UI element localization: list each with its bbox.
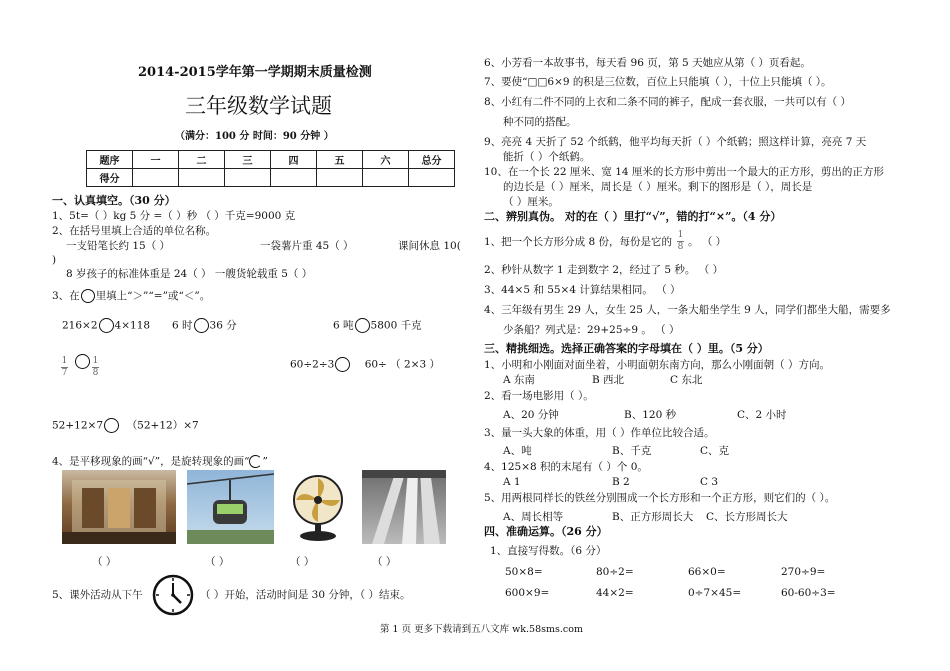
question-1-2: 2、在括号里填上合适的单位名称。 (52, 225, 217, 237)
score-cell[interactable] (271, 169, 317, 187)
score-cell[interactable] (409, 169, 455, 187)
score-header-cell: 四 (271, 151, 317, 169)
score-header-cell: 六 (363, 151, 409, 169)
question-1-6: 6、小芳看一本故事书，每天看 96 页，第 5 天她应从第（ ）页看起。 (484, 57, 811, 69)
question-1-8-cont: 种不同的搭配。 (503, 116, 577, 128)
compare-circle[interactable] (75, 354, 90, 369)
escalator-photo (362, 470, 446, 544)
compare-5 (290, 357, 440, 372)
compare-right: 4×118 (114, 319, 151, 332)
fraction-one-seventh (61, 357, 68, 378)
section-4-title: 四、准确运算。（26 分） (484, 525, 608, 538)
fan-icon (285, 470, 351, 544)
compare-6 (52, 418, 199, 433)
revolving-door-photo (62, 470, 176, 544)
compare-2 (172, 318, 237, 333)
score-header-cell: 二 (179, 151, 225, 169)
q3-prefix: 3、在 (52, 290, 80, 302)
fraction-denominator: 8 (677, 242, 684, 252)
fraction-one-eighth (92, 357, 99, 378)
calc-item: 60-60÷3= (781, 587, 836, 599)
cable-car-icon (187, 470, 274, 544)
question-1-7: 7、要使“□□6×9 的积是三位数，百位上只能填（ ），十位上只能填（ ）。 (484, 76, 832, 88)
score-cell[interactable] (317, 169, 363, 187)
question-1-10-cont1: 的边长是（ ）厘米，周长是（ ）厘米。剩下的图形是（ ），周长是 (503, 181, 813, 193)
calc-item: 50×8= (505, 566, 543, 578)
escalator-icon (362, 470, 446, 544)
compare-right: 36 分 (209, 319, 237, 332)
score-table-header-row (87, 151, 455, 169)
option-c: C、克 (700, 445, 730, 457)
fraction-one-eighth-2 (677, 231, 684, 252)
fraction-numerator: 1 (61, 356, 68, 366)
picture-answer-3[interactable]: （ ） (290, 556, 315, 568)
score-row-label: 得分 (87, 169, 133, 187)
question-2-1 (484, 236, 672, 248)
circle-blank-icon (81, 289, 95, 303)
calc-item: 600×9= (505, 587, 550, 599)
section-1-title: 一、认真填空。（30 分） (52, 194, 176, 207)
calc-item: 66×0= (688, 566, 726, 578)
picture-answer-1[interactable]: （ ） (92, 556, 117, 568)
compare-circle[interactable] (99, 318, 114, 333)
clock-icon (151, 573, 195, 617)
question-1-2d: ) (52, 254, 57, 266)
question-3-5: 5、用两根同样长的铁丝分别围成一个长方形和一个正方形，则它们的（ ）。 (484, 492, 836, 504)
section-2-title: 二、辨别真伪。 对的在（ ）里打“√”，错的打“×”。（4 分） (484, 210, 782, 223)
compare-left: 6 时 (172, 319, 193, 332)
option-b: B 2 (612, 476, 630, 488)
compare-circle[interactable] (355, 318, 370, 333)
option-c: C、长方形周长大 (706, 511, 788, 523)
question-1-4 (52, 455, 268, 468)
compare-right: （52+12）×7 (126, 419, 199, 432)
calc-item: 0÷7×45= (688, 587, 742, 599)
question-1-10: 10、在一个长 22 厘米、宽 14 厘米的长方形中剪出一个最大的正方形，剪出的正方形 (484, 166, 884, 178)
compare-right: 60÷ （ 2×3 ） (364, 358, 441, 371)
question-1-2b: 一袋薯片重 45（ ） (260, 240, 354, 252)
compare-circle[interactable] (194, 318, 209, 333)
q3-suffix: 里填上“＞”“=”或“＜”。 (95, 290, 211, 302)
score-cell[interactable] (363, 169, 409, 187)
score-cell[interactable] (179, 169, 225, 187)
subject-title: 三年级数学试题 (185, 94, 332, 118)
option-c: C 3 (700, 476, 719, 488)
question-1-3 (52, 289, 210, 303)
option-c: C 东北 (670, 374, 703, 386)
compare-circle[interactable] (104, 418, 119, 433)
option-a: A、吨 (503, 445, 532, 457)
score-header-cell: 题序 (87, 151, 133, 169)
option-a: A 东南 (503, 374, 535, 386)
cable-car-photo (187, 470, 274, 544)
score-cell[interactable] (225, 169, 271, 187)
compare-circle[interactable] (335, 357, 350, 372)
question-2-2: 2、秒针从数字 1 走到数字 2，经过了 5 秒。 （ ） (484, 264, 724, 276)
question-2-4: 4、三年级有男生 29 人，女生 25 人，一条大船坐学生 9 人，同学们都坐大船，需要多 (484, 304, 891, 316)
question-1-1: 1、5t=（ ）kg 5 分 =（ ）秒 （ ）千克=9000 克 (52, 210, 296, 222)
calc-item: 44×2= (596, 587, 634, 599)
question-1-5-prefix: 5、课外活动从下午 (52, 589, 143, 601)
question-1-8: 8、小红有二件不同的上衣和二条不同的裤子，配成一套衣服，一共可以有（ ） (484, 96, 852, 108)
fraction-denominator: 7 (61, 368, 68, 378)
picture-answer-4[interactable]: （ ） (372, 556, 397, 568)
score-table-score-row (87, 169, 455, 187)
fraction-numerator: 1 (92, 356, 99, 366)
option-a: A、20 分钟 (503, 409, 559, 421)
question-1-9-cont: 能折（ ）个纸鹤。 (503, 151, 591, 163)
compare-left: 6 吨 (333, 319, 354, 332)
option-a: A、周长相等 (503, 511, 564, 523)
exam-title: 2014-2015学年第一学期期末质量检测 (138, 65, 372, 80)
compare-3 (333, 318, 422, 333)
fraction-numerator: 1 (677, 230, 684, 240)
question-3-2: 2、看一场电影用（ ）。 (484, 390, 594, 402)
question-2-3: 3、44×5 和 55×4 计算结果相同。 （ ） (484, 284, 681, 296)
score-header-cell: 三 (225, 151, 271, 169)
question-3-3: 3、量一头大象的体重，用（ ）作单位比较合适。 (484, 427, 715, 439)
question-2-4-cont: 少条船？列式是：29+25÷9 。 （ ） (503, 324, 680, 336)
question-1-10-cont2: （ ）厘米。 (503, 196, 559, 208)
compare-left: 60÷2÷3 (290, 358, 335, 371)
option-b: B、120 秒 (624, 409, 677, 421)
question-3-1: 1、小明和小刚面对面坐着，小明面朝东南方向，那么小刚面朝（ ）方向。 (484, 359, 831, 371)
q4-prefix: 4、是平移现象的画“√”，是旋转现象的画“ (52, 455, 250, 468)
q2-1-prefix: 1、把一个长方形分成 8 份，每份是它的 (484, 236, 673, 248)
compare-1 (62, 318, 150, 333)
section-3-title: 三、精挑细选。选择正确答案的字母填在（ ）里。（5 分） (484, 342, 769, 355)
calc-item: 270÷9= (781, 566, 826, 578)
option-b: B 西北 (592, 374, 625, 386)
question-1-2e: 8 岁孩子的标准体重是 24（ ） 一艘货轮载重 5（ ） (66, 268, 313, 280)
compare-left: 52+12×7 (52, 419, 103, 432)
score-header-cell: 一 (133, 151, 179, 169)
score-header-cell: 总分 (409, 151, 455, 169)
compare-left: 216×2 (62, 319, 98, 332)
picture-answer-2[interactable]: （ ） (205, 556, 230, 568)
rotate-symbol-icon (249, 455, 262, 468)
score-table (86, 150, 455, 187)
question-1-5: （ ）开始，活动时间是 30 分钟，（ ）结束。 (200, 589, 411, 601)
score-header-cell: 五 (317, 151, 363, 169)
page-footer: 第 1 页 更多下载请到五八文库 wk.58sms.com (380, 624, 583, 635)
q4-suffix: ” (262, 455, 268, 468)
option-c: C、2 小时 (737, 409, 787, 421)
question-4-1: 1、直接写得数。（6 分） (490, 545, 607, 557)
question-1-2c: 课间休息 10( (398, 240, 461, 252)
option-b: B、千克 (612, 445, 652, 457)
fraction-denominator: 8 (92, 368, 99, 378)
question-1-9: 9、亮亮 4 天折了 52 个纸鹤，他平均每天折（ ）个纸鹤；照这样计算，亮亮 7 天 (484, 136, 867, 148)
question-2-1-suffix: 。 （ ） (688, 236, 727, 248)
exam-info: （满分：100 分 时间：90 分钟 ） (175, 131, 334, 142)
option-b: B、正方形周长大 (612, 511, 694, 523)
calc-item: 80÷2= (596, 566, 634, 578)
score-cell[interactable] (133, 169, 179, 187)
revolving-door-icon (62, 470, 176, 544)
compare-right: 5800 千克 (370, 319, 422, 332)
option-a: A 1 (503, 476, 521, 488)
question-1-2a: 一支铅笔长约 15（ ） (66, 240, 171, 252)
electric-fan-photo (285, 470, 351, 544)
question-3-4: 4、125×8 积的末尾有（ ）个 0。 (484, 461, 648, 473)
